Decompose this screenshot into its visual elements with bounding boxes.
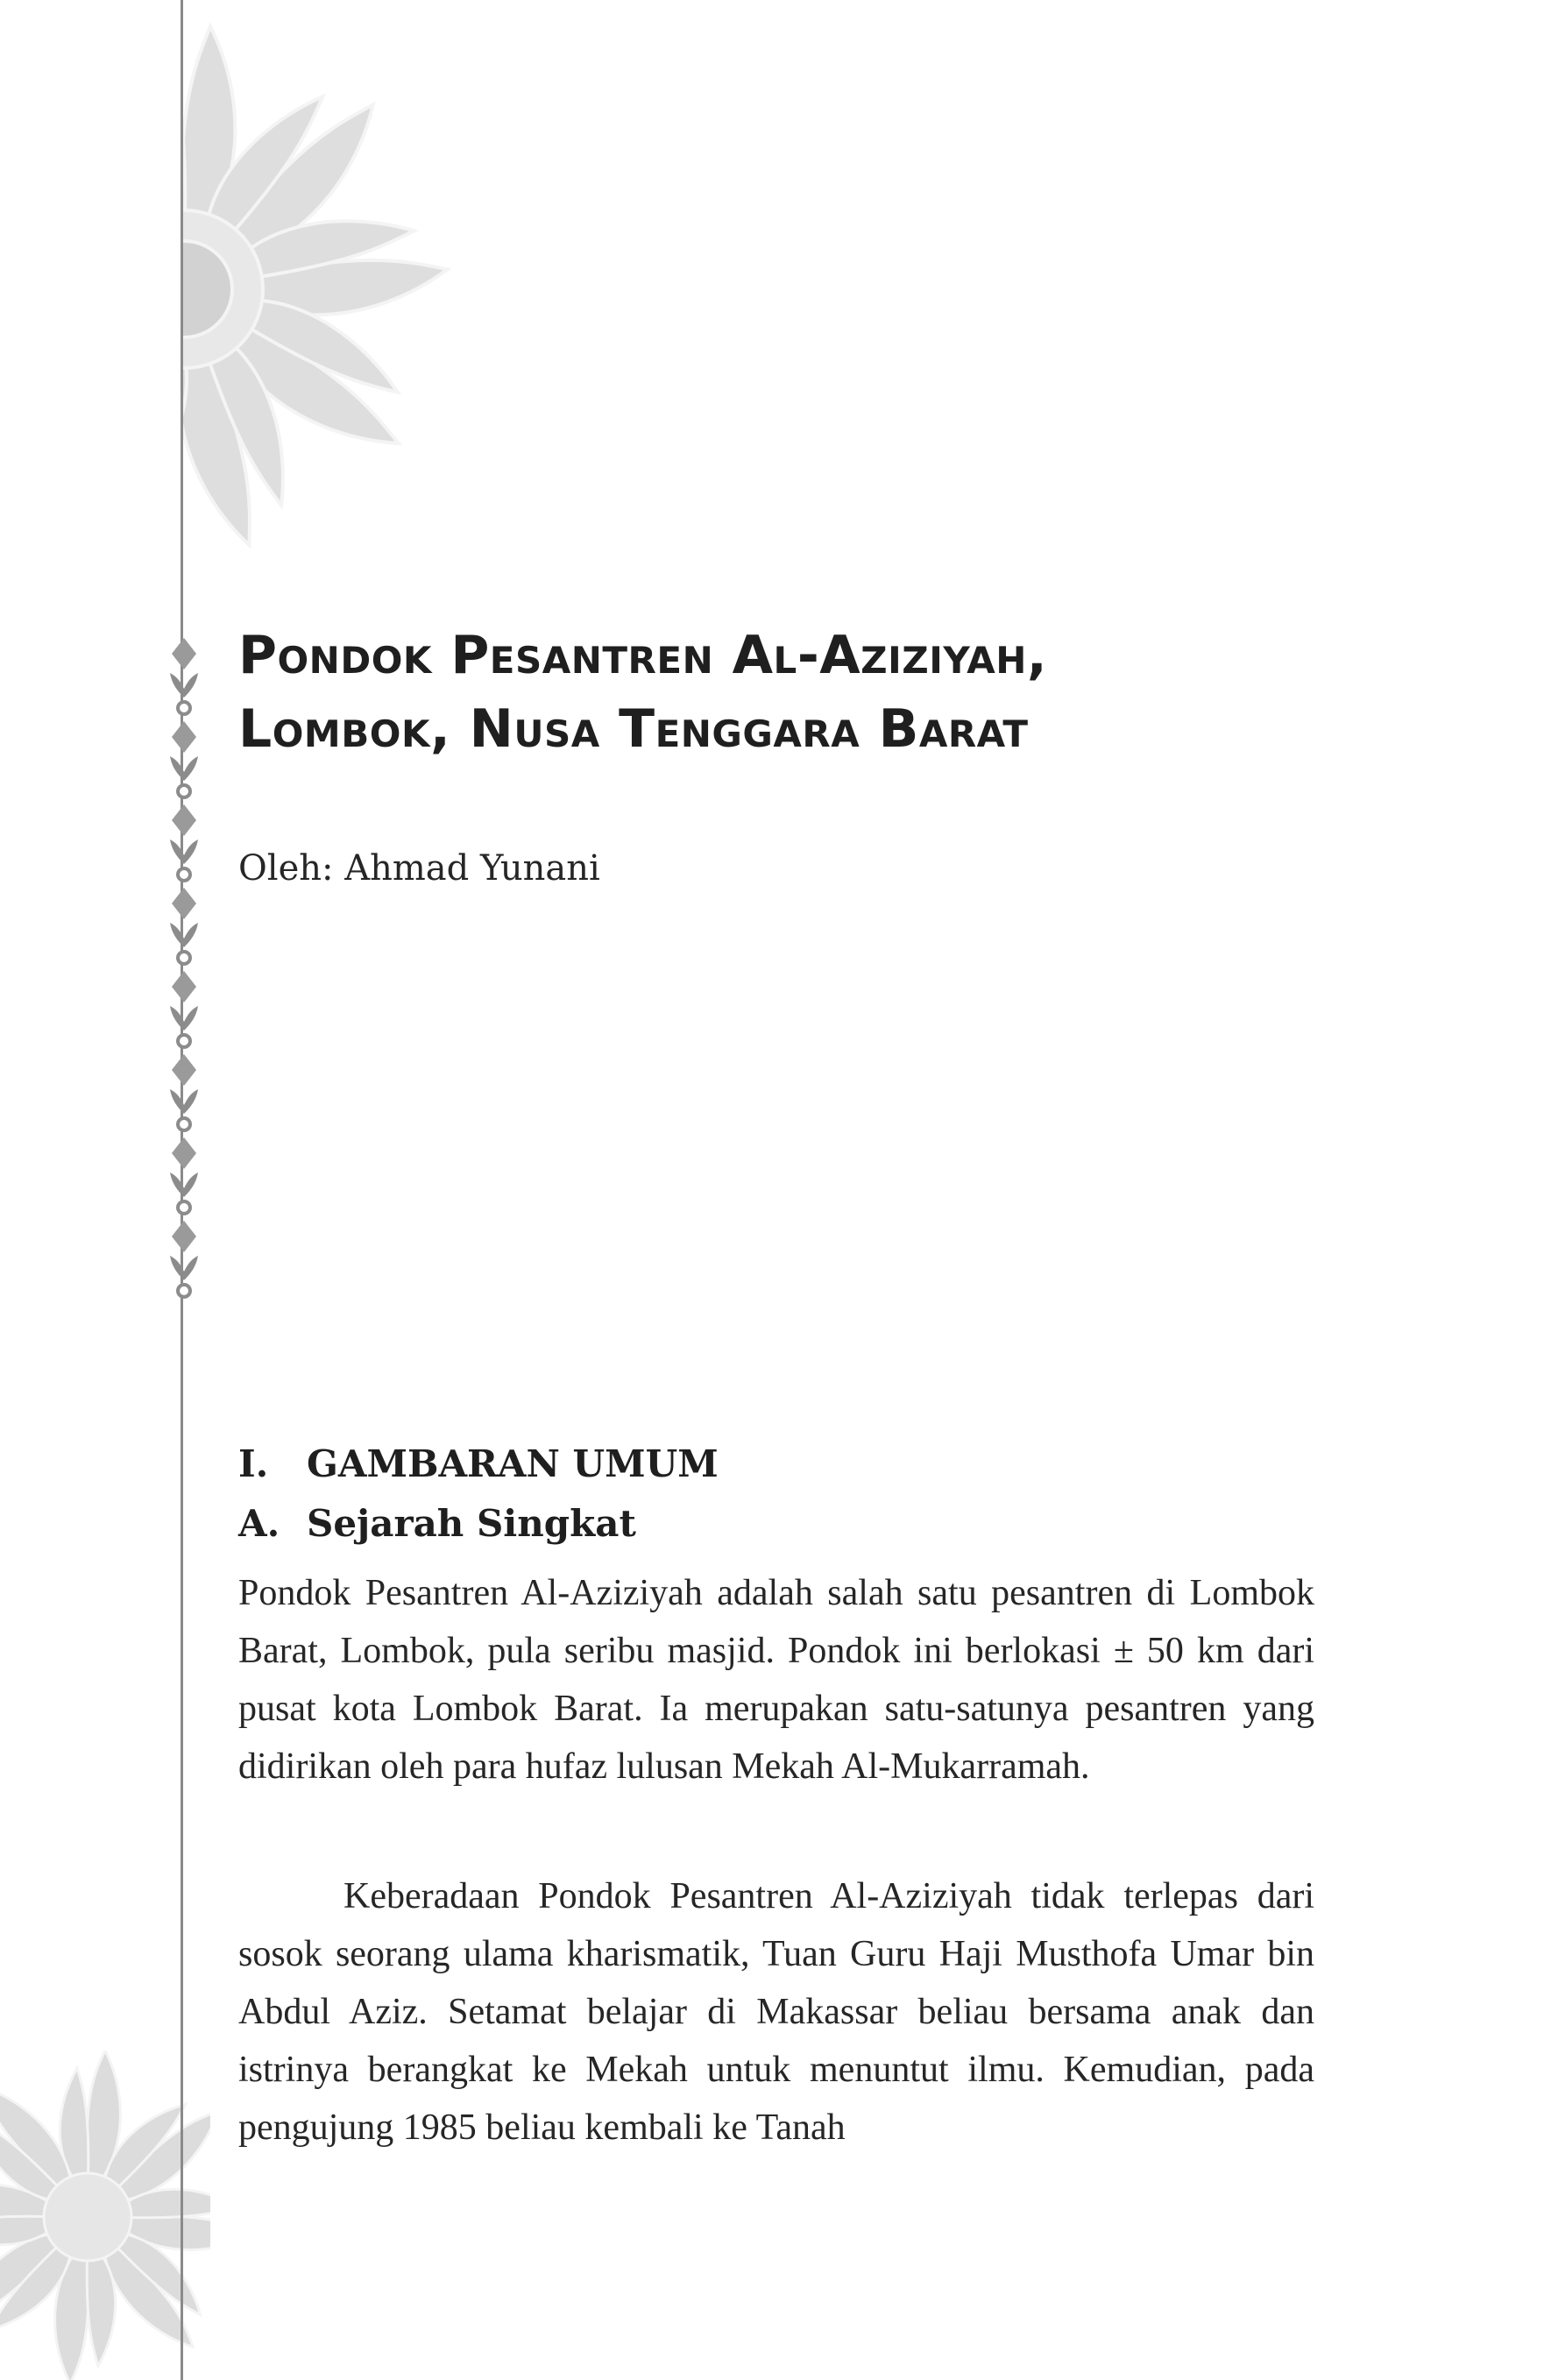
subsection-letter: A.	[238, 1502, 280, 1545]
chapter-title	[238, 619, 1377, 766]
paragraph: Keberadaan Pondok Pesantren Al-Aziziyah tidak terlepas dari sosok seorang ulama kharismatik, Tuan Guru Haji Musthofa Umar bin Abdul Aziz. Setamat belajar di Makassar beliau bersama anak dan istrinya berangkat ke Mekah untuk menuntut ilmu. Kemudian, pada pengujung 1985 beliau kembali ke Tanah	[238, 1876, 1314, 2148]
author-byline: Oleh: Ahmad Yunani	[238, 848, 600, 889]
section-heading	[238, 1442, 719, 1485]
paragraph: Pondok Pesantren Al-Aziziyah adalah salah satu pesantren di Lombok Barat, Lombok, pula seribu masjid. Pondok ini berlokasi ± 50 km dari pusat kota Lombok Barat. Ia merupakan satu-satunya pesantren yang didirikan oleh para hufaz lulusan Mekah Al-Mukarramah.	[238, 1573, 1314, 1787]
ornamental-chain-icon	[158, 638, 210, 1304]
section-number: I.	[238, 1442, 269, 1485]
subsection-heading	[238, 1502, 636, 1545]
chapter-title-line-2: Lombok, Nusa Tenggara Barat	[238, 698, 1029, 760]
subsection-title: Sejarah Singkat	[307, 1502, 636, 1545]
floral-mandala-icon	[0, 2051, 210, 2380]
chapter-title-line-1: Pondok Pesantren Al-Aziziyah,	[238, 625, 1048, 686]
section-title: GAMBARAN UMUM	[307, 1442, 719, 1485]
floral-mandala-icon	[0, 0, 526, 613]
